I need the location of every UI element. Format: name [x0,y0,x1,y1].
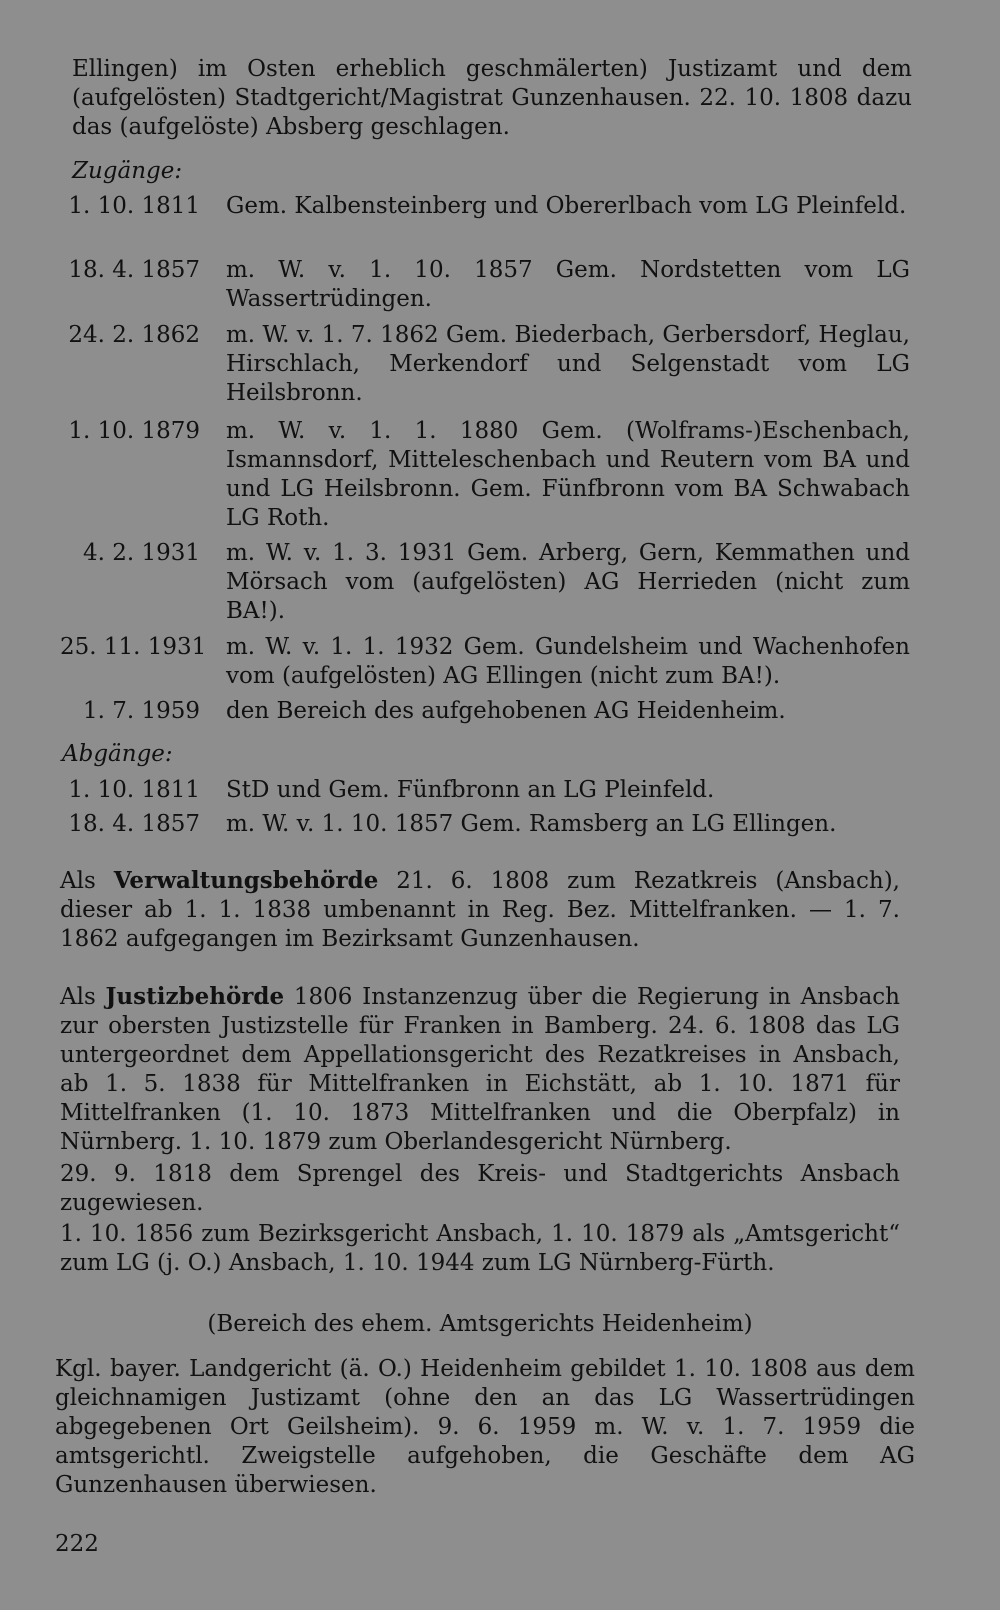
page-number: 222 [55,1531,99,1557]
zugaenge-heading: Zugänge: [72,158,183,184]
entry-date: 1. 10. 1879 [68,418,200,444]
entry-text: m. W. v. 1. 7. 1862 Gem. Biederbach, Gerbersdorf, Heglau, Hirschlach, Merkendorf und Selgenstadt vom LG Heilsbronn. [226,322,910,406]
entry-text: m. W. v. 1. 3. 1931 Gem. Arberg, Gern, Kemmathen und Mörsach vom (aufgelösten) AG Herrieden (nicht zum BA!). [226,540,910,624]
entry-text: den Bereich des aufgehobenen AG Heidenheim. [226,698,786,724]
zugang-entry [60,321,910,408]
entry-text: m. W. v. 1. 1. 1880 Gem. (Wolframs-)Eschenbach, Ismannsdorf, Mitteleschenbach und Reutern vom BA und und LG Heilsbronn. Gem. Fünfbronn vom BA Schwabach LG Roth. [226,418,910,531]
entry-text: m. W. v. 1. 1. 1932 Gem. Gundelsheim und Wachenhofen vom (aufgelösten) AG Ellingen (nicht zum BA!). [226,634,910,689]
entry-text: m. W. v. 1. 10. 1857 Gem. Ramsberg an LG Ellingen. [226,811,837,837]
abgang-entry [60,776,910,805]
entry-date: 4. 2. 1931 [82,540,200,566]
section-title: (Bereich des ehem. Amtsgerichts Heidenheim) [207,1311,753,1337]
zugang-entry [60,633,910,691]
entry-text: m. W. v. 1. 10. 1857 Gem. Nordstetten vom LG Wassertrüdingen. [226,257,910,312]
entry-date: 25. 11. 1931 [60,634,207,660]
heidenheim-paragraph: Kgl. bayer. Landgericht (ä. O.) Heidenheim gebildet 1. 10. 1808 aus dem gleichnamigen Justizamt (ohne den an das LG Wassertrüdingen abgegebenen Ort Geilsheim). 9. 6. 1959 m. W. v. 1. 7. 1959 die amtsgerichtl. Zweigstelle aufgehoben, die Geschäfte dem AG Gunzenhausen überwiesen. [55,1356,915,1498]
entry-text: Gem. Kalbensteinberg und Obererlbach vom LG Pleinfeld. [226,193,907,219]
zugang-entry [60,256,910,314]
verwaltung-bold: Verwaltungsbehörde [113,867,379,894]
entry-date: 1. 10. 1811 [68,193,200,219]
entry-text: StD und Gem. Fünfbronn an LG Pleinfeld. [226,777,715,803]
verwaltung-rest: 21. 6. 1808 zum Rezatkreis (Ansbach), dieser ab 1. 1. 1838 umbenannt in Reg. Bez. Mittelfranken. — 1. 7. 1862 aufgegangen im Bezirksamt Gunzenhausen. [60,868,900,952]
justizbehoerde-paragraph [60,982,900,1157]
zugang-entry [60,417,910,533]
entry-date: 1. 7. 1959 [82,698,200,724]
verwaltung-prefix: Als [60,868,114,894]
justiz-rest: 1806 Instanzenzug über die Regierung in Ansbach zur obersten Justizstelle für Franken in Bamberg. 24. 6. 1808 das LG untergeordnet dem Appellationsgericht des Rezatkreises in Ansbach, ab 1. 5. 1838 für Mittelfranken in Eichstätt, ab 1. 10. 1871 für Mittelfranken (1. 10. 1873 Mittelfranken und die Oberpfalz) in Nürnberg. 1. 10. 1879 zum Oberlandesgericht Nürnberg. [60,984,900,1155]
abgang-entry [60,810,910,839]
entry-date: 18. 4. 1857 [68,257,200,283]
justiz-prefix: Als [60,984,106,1010]
bezirksgericht-paragraph: 1. 10. 1856 zum Bezirksgericht Ansbach, 1. 10. 1879 als „Amtsgericht“ zum LG (j. O.) Ansbach, 1. 10. 1944 zum LG Nürnberg-Fürth. [60,1221,900,1276]
abgaenge-heading: Abgänge: [62,741,173,767]
entry-date: 18. 4. 1857 [68,811,200,837]
zugang-entry [60,697,910,726]
justiz-bold: Justizbehörde [105,983,285,1010]
entry-date: 24. 2. 1862 [68,322,200,348]
zugang-entry [60,539,910,626]
entry-date: 1. 10. 1811 [68,777,200,803]
sprengel-paragraph: 29. 9. 1818 dem Sprengel des Kreis- und Stadtgerichts Ansbach zugewiesen. [60,1161,900,1216]
verwaltungsbehoerde-paragraph [60,866,900,954]
intro-paragraph: Ellingen) im Osten erheblich geschmälerten) Justizamt und dem (aufgelösten) Stadtgericht/Magistrat Gunzenhausen. 22. 10. 1808 dazu das (aufgelöste) Absberg geschlagen. [72,56,912,140]
zugang-entry [60,192,910,221]
